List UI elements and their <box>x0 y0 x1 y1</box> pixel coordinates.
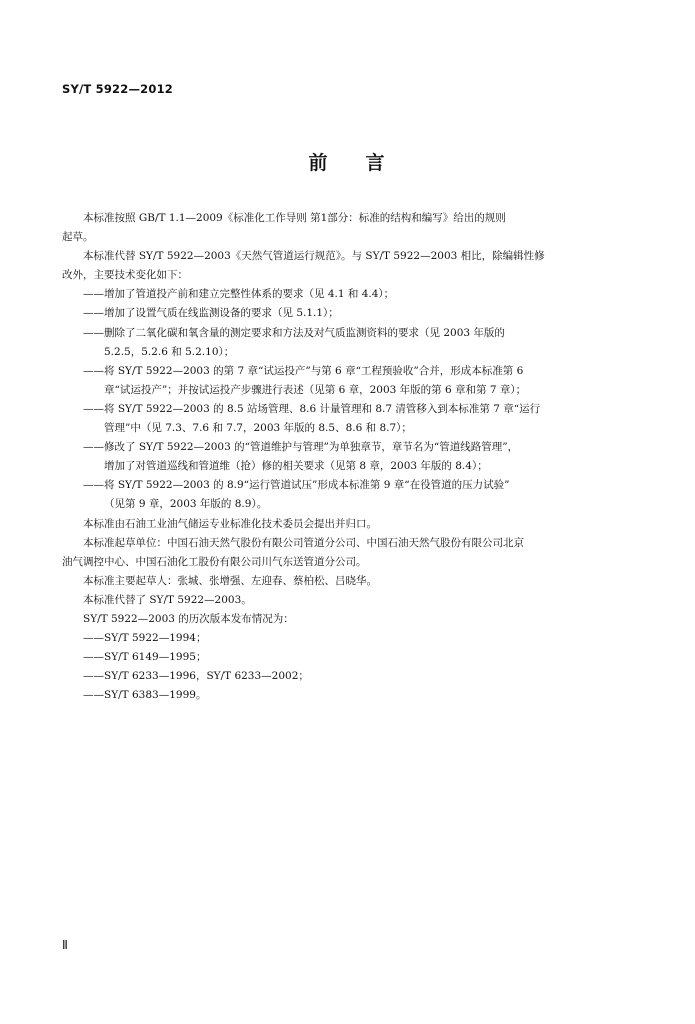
history-item: ——SY/T 6233—1996，SY/T 6233—2002； <box>83 670 309 683</box>
change-item-continuation: 章“试运投产”；并按试运投产步骤进行表述（见第 6 章，2003 年版的第 6 章和第 7 章）； <box>104 383 527 396</box>
title-char-2: 言 <box>365 152 387 174</box>
history-item: ——SY/T 6149—1995； <box>83 651 207 664</box>
page-title <box>0 148 695 175</box>
change-item: ——增加了管道投产前和建立完整性体系的要求（见 4.1 和 4.4）； <box>83 288 395 301</box>
page-number: Ⅱ <box>62 938 68 952</box>
change-item: ——将 SY/T 5922—2003 的第 7 章“试运投产”与第 6 章“工程预验收”合并，形成本标准第 6 <box>83 364 524 377</box>
standard-number: SY/T 5922—2012 <box>62 82 173 96</box>
change-item-continuation: 增加了对管道巡线和管道维（抢）修的相关要求（见第 8 章，2003 年版的 8.4）； <box>104 460 488 473</box>
paragraph-line: 油气调控中心、中国石油化工股份有限公司川气东送管道分公司。 <box>62 555 367 568</box>
change-item-continuation: 5.2.5，5.2.6 和 5.2.10）； <box>104 345 235 358</box>
paragraph-line: SY/T 5922—2003 的历次版本发布情况为： <box>83 612 294 625</box>
history-item: ——SY/T 5922—1994； <box>83 632 207 645</box>
paragraph-line: 本标准代替 SY/T 5922—2003《天然气管道运行规范》。与 SY/T 5922—2003 相比，除编辑性修 <box>83 250 545 263</box>
change-item: ——增加了设置气质在线监测设备的要求（见 5.1.1）； <box>83 307 339 320</box>
history-item: ——SY/T 6383—1999。 <box>83 689 207 702</box>
foreword-body <box>62 209 640 705</box>
paragraph-line: 本标准由石油工业油气储运专业标准化技术委员会提出并归口。 <box>83 517 377 530</box>
change-item: ——修改了 SY/T 5922—2003 的“管道维护与管理”为单独章节，章节名为“管道线路管理”， <box>83 441 519 454</box>
change-item: ——将 SY/T 5922—2003 的 8.5 站场管理、8.6 计量管理和 8.7 清管移入到本标准第 7 章“运行 <box>83 402 541 415</box>
paragraph-line: 改外，主要技术变化如下： <box>62 269 188 282</box>
change-item-continuation: （见第 9 章，2003 年版的 8.9）。 <box>104 498 268 511</box>
change-item: ——将 SY/T 5922—2003 的 8.9“运行管道试压”形成本标准第 9 章“在役管道的压力试验” <box>83 479 510 492</box>
paragraph-line: 本标准按照 GB/T 1.1—2009《标准化工作导则 第1部分：标准的结构和编写》给出的规则 <box>83 212 506 224</box>
title-char-1: 前 <box>308 152 330 174</box>
paragraph-line: 本标准主要起草人：张城、张增强、左迎春、蔡柏松、吕晓华。 <box>83 574 377 587</box>
paragraph-line: 本标准代替了 SY/T 5922—2003。 <box>83 593 252 606</box>
paragraph-line: 本标准起草单位：中国石油天然气股份有限公司管道分公司、中国石油天然气股份有限公司北京 <box>83 536 524 549</box>
change-item-continuation: 管理”中（见 7.3、7.6 和 7.7，2003 年版的 8.5、8.6 和 8.7）； <box>104 422 412 435</box>
paragraph-line: 起草。 <box>62 231 94 244</box>
change-item: ——删除了二氧化碳和氧含量的测定要求和方法及对气质监测资料的要求（见 2003 年版的 <box>83 326 505 339</box>
